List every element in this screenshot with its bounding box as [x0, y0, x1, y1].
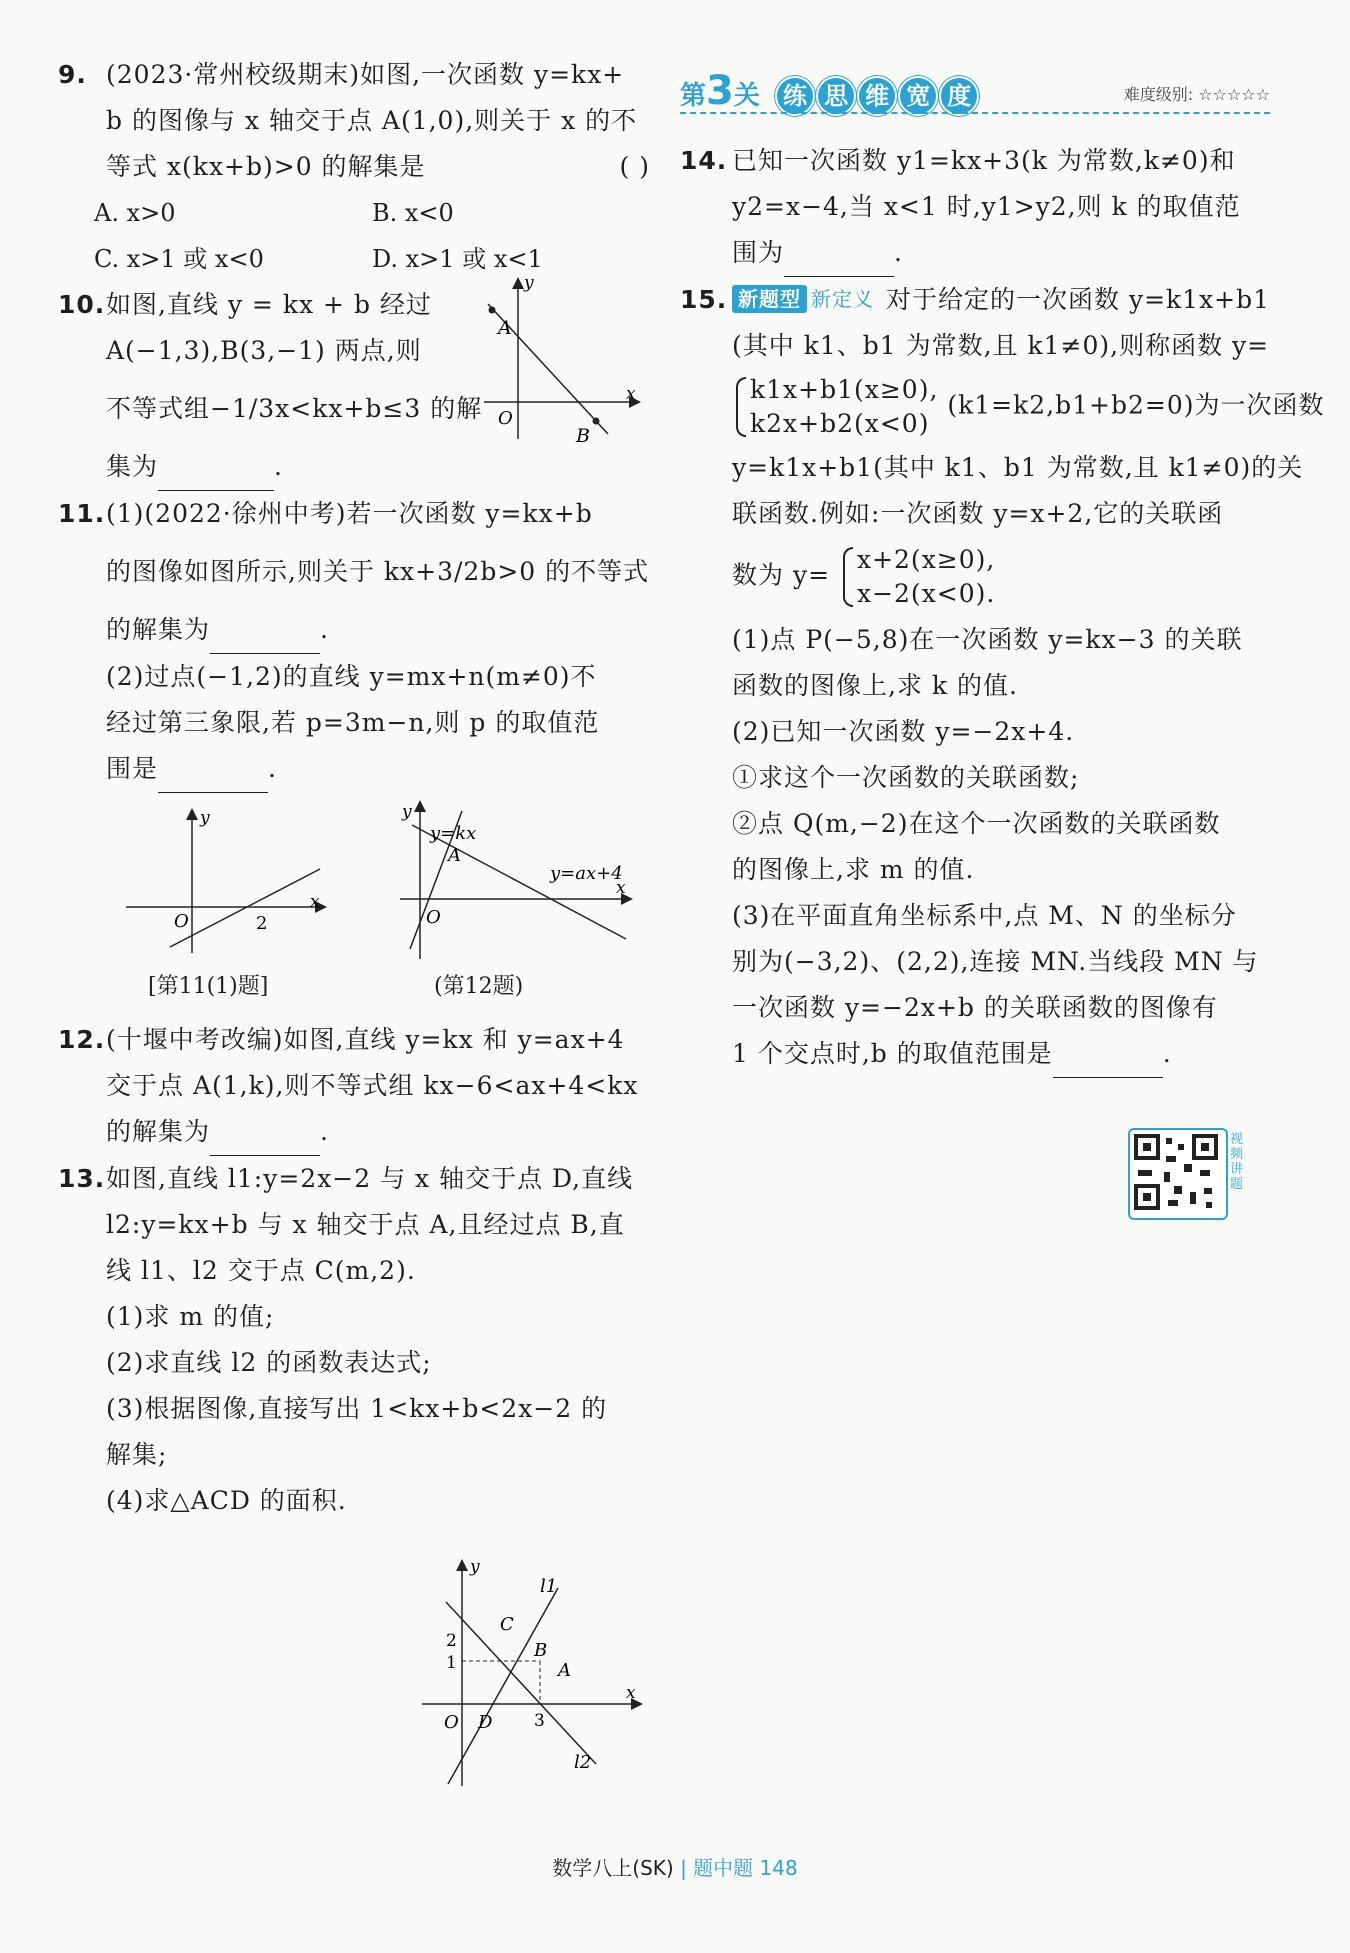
q15-part-3-cont-3: 1 个交点时,b 的取值范围是 — [732, 1039, 1053, 1068]
q10-label-x: x — [626, 384, 636, 404]
q10-line-4: 集为 — [106, 452, 159, 481]
q15-line-4: y=k1x+b1(其中 k1、b1 为常数,且 k1≠0)的关 — [732, 453, 1304, 482]
q15-part-2: (2)已知一次函数 y=−2x+4. — [732, 717, 1075, 746]
q15-part-1-cont: 函数的图像上,求 k 的值. — [732, 671, 1018, 700]
footer-book-title: 数学八上(SK) — [552, 1856, 674, 1880]
q11-2-answer-blank — [158, 746, 268, 793]
q14-line-3: 围为 — [732, 238, 785, 267]
q15-part-3: (3)在平面直角坐标系中,点 M、N 的坐标分 — [732, 901, 1237, 930]
q13-label-c: C — [500, 1614, 514, 1635]
q12-number: 12. — [58, 1025, 106, 1054]
q11-2-end: . — [268, 754, 277, 783]
section-header — [680, 66, 1270, 116]
q12-figure-caption: (第12题) — [434, 974, 524, 999]
header-char-4: 宽 — [898, 76, 938, 116]
q14-answer-blank — [784, 230, 894, 277]
q10-end: . — [274, 452, 283, 481]
header-di: 第 — [680, 81, 707, 111]
q10-line-2: A(−1,3),B(3,−1) 两点,则 — [106, 336, 422, 365]
q13-line-l2 — [446, 1602, 596, 1764]
q13-label-y: y — [470, 1558, 480, 1577]
q15-part-2-sub-1: ①求这个一次函数的关联函数; — [732, 763, 1080, 792]
q13-part-3: (3)根据图像,直接写出 1<kx+b<2x−2 的 — [106, 1394, 608, 1423]
q15-line-6: 数为 y= — [732, 560, 831, 590]
q12-line-3: 的解集为 — [106, 1117, 211, 1146]
q9-answer-paren: ( ) — [619, 152, 650, 181]
q9-option-d: D. x>1 或 x<1 — [372, 245, 543, 273]
q12-answer-blank — [210, 1109, 320, 1156]
section-title — [680, 68, 975, 116]
q13-tick-3: 3 — [534, 1711, 545, 1731]
q14-line-1: 已知一次函数 y1=kx+3(k 为常数,k≠0)和 — [732, 146, 1236, 175]
q15-answer-blank — [1053, 1031, 1163, 1078]
q12-label-kx: y=kx — [430, 823, 477, 844]
q15-line-2: (其中 k1、b1 为常数,且 k1≠0),则称函数 y= — [732, 331, 1270, 360]
left-column — [58, 52, 650, 1773]
q11-1-end: . — [320, 615, 329, 644]
question-12 — [58, 1017, 650, 1156]
q10-label-a: A — [498, 317, 512, 339]
question-15 — [680, 277, 1325, 1078]
q9-option-b: B. x<0 — [372, 199, 454, 227]
q13-label-l1: l1 — [540, 1576, 558, 1597]
question-14 — [680, 138, 1275, 277]
q10-number: 10. — [58, 290, 106, 319]
qr-code[interactable] — [1128, 1128, 1228, 1220]
figure-row-11-12 — [58, 793, 650, 1003]
q10-label-y: y — [524, 274, 534, 293]
difficulty-label: 难度级别: ☆☆☆☆☆ — [1123, 85, 1270, 104]
page-footer — [0, 1852, 1350, 1881]
q11-line-6: 围是 — [106, 754, 159, 783]
question-11 — [58, 491, 650, 1003]
q12-label-o: O — [426, 907, 441, 928]
q10-figure — [476, 274, 646, 444]
q10-point-b — [593, 418, 600, 425]
q13-part-3-cont: 解集; — [106, 1440, 168, 1469]
q11-line-1: (1)(2022·徐州中考)若一次函数 y=kx+b — [106, 499, 593, 528]
q13-part-1: (1)求 m 的值; — [106, 1302, 275, 1331]
q13-figure — [418, 1558, 648, 1788]
q11-label-x: x — [310, 892, 320, 912]
q12-line-2: 交于点 A(1,k),则不等式组 kx−6<ax+4<kx — [106, 1071, 639, 1100]
q15-brace-1 — [732, 373, 938, 441]
q15-part-2-sub-2-cont: 的图像上,求 m 的值. — [732, 855, 975, 884]
q11-label-y: y — [200, 808, 210, 828]
q9-line-3: 等式 x(kx+b)>0 的解集是 — [106, 152, 426, 181]
header-char-1: 练 — [775, 76, 815, 116]
q13-line-1: 如图,直线 l1:y=2x−2 与 x 轴交于点 D,直线 — [106, 1164, 634, 1193]
q13-label-b: B — [534, 1640, 548, 1661]
q12-line-1: (十堰中考改编)如图,直线 y=kx 和 y=ax+4 — [106, 1025, 625, 1054]
q13-tick-2: 2 — [446, 1631, 457, 1651]
q15-brace-1-line-2: k2x+b2(x<0) — [750, 409, 930, 438]
q15-part-2-sub-2: ②点 Q(m,−2)在这个一次函数的关联函数 — [732, 809, 1221, 838]
q11-figure — [124, 807, 334, 957]
question-13 — [58, 1156, 650, 1773]
q14-end: . — [894, 238, 903, 267]
q12-label-y: y — [402, 802, 412, 822]
header-char-5: 度 — [939, 76, 979, 116]
header-number: 3 — [706, 68, 734, 114]
q10-label-b: B — [576, 425, 590, 444]
q15-part-3-cont-1: 别为(−3,2)、(2,2),连接 MN.当线段 MN 与 — [732, 947, 1259, 976]
q10-point-a — [489, 307, 496, 314]
q13-label-d: D — [478, 1712, 493, 1733]
q13-number: 13. — [58, 1164, 106, 1193]
q10-answer-blank — [158, 444, 274, 491]
right-column — [680, 138, 1325, 1078]
q11-line-2: 的图像如图所示,则关于 kx+3/2b>0 的不等式 — [106, 557, 650, 586]
q13-label-x: x — [626, 1683, 636, 1703]
q9-options-row-1 — [58, 190, 650, 236]
q10-label-o: O — [498, 408, 513, 429]
q12-figure — [398, 799, 638, 961]
qr-pattern-icon — [1130, 1130, 1222, 1214]
q15-tag-new-type: 新题型 — [732, 285, 807, 313]
q13-line-3: 线 l1、l2 交于点 C(m,2). — [106, 1256, 416, 1285]
q15-brace-2 — [839, 543, 995, 611]
q9-number: 9. — [58, 60, 87, 89]
q11-line-4: (2)过点(−1,2)的直线 y=mx+n(m≠0)不 — [106, 662, 597, 691]
q15-line-1: 对于给定的一次函数 y=k1x+b1 — [886, 285, 1271, 314]
q15-piecewise-def — [680, 369, 1325, 445]
header-char-3: 维 — [857, 76, 897, 116]
q15-number: 15. — [680, 285, 728, 314]
q14-line-2: y2=x−4,当 x<1 时,y1>y2,则 k 的取值范 — [732, 192, 1241, 221]
q13-label-o: O — [444, 1712, 459, 1733]
q15-line-3: (k1=k2,b1+b2=0)为一次函数 — [947, 390, 1325, 420]
q9-option-c: C. x>1 或 x<0 — [94, 245, 264, 273]
q15-end: . — [1162, 1039, 1172, 1068]
header-guan: 关 — [733, 81, 760, 111]
question-10 — [58, 274, 650, 491]
header-divider — [680, 112, 1270, 114]
q15-brace-2-line-2: x−2(x<0). — [856, 579, 996, 608]
footer-separator: | — [680, 1856, 687, 1880]
q15-line-5: 联函数.例如:一次函数 y=x+2,它的关联函 — [732, 499, 1224, 528]
q15-brace-2-line-1: x+2(x≥0), — [856, 545, 996, 574]
q13-part-2: (2)求直线 l2 的函数表达式; — [106, 1348, 432, 1377]
q9-line-1: (2023·常州校级期末)如图,一次函数 y=kx+ — [106, 60, 625, 89]
q15-example — [680, 537, 1275, 617]
qr-side-label: 视频讲题 — [1230, 1132, 1244, 1192]
q15-part-1: (1)点 P(−5,8)在一次函数 y=kx−3 的关联 — [732, 625, 1243, 654]
q15-brace-1-line-1: k1x+b1(x≥0), — [750, 375, 939, 404]
q11-number: 11. — [58, 499, 106, 528]
q10-line-1: 如图,直线 y = kx + b 经过 — [106, 290, 432, 319]
q11-figure-caption: [第11(1)题] — [148, 974, 269, 999]
q11-1-answer-blank — [210, 607, 320, 654]
q9-line-2: b 的图像与 x 轴交于点 A(1,0),则关于 x 的不 — [106, 106, 638, 135]
q11-label-o: O — [174, 911, 189, 932]
q9-option-a: A. x>0 — [94, 199, 176, 227]
footer-section: 题中题 — [693, 1856, 754, 1880]
header-char-2: 思 — [816, 76, 856, 116]
q12-label-a: A — [448, 845, 461, 866]
q10-line-3: 不等式组−1/3x<kx+b≤3 的解 — [106, 394, 483, 423]
q13-line-2: l2:y=kx+b 与 x 轴交于点 A,且经过点 B,直 — [106, 1210, 625, 1239]
page-number: 148 — [759, 1856, 798, 1880]
q12-end: . — [320, 1117, 329, 1146]
q11-line-5: 经过第三象限,若 p=3m−n,则 p 的取值范 — [106, 708, 600, 737]
q11-label-2: 2 — [256, 913, 268, 934]
q13-label-l2: l2 — [574, 1752, 592, 1773]
q15-part-3-cont-2: 一次函数 y=−2x+b 的关联函数的图像有 — [732, 993, 1218, 1022]
q12-label-x: x — [616, 878, 626, 898]
q14-number: 14. — [680, 146, 728, 175]
q11-line-3: 的解集为 — [106, 615, 211, 644]
q12-label-ax4: y=ax+4 — [550, 863, 623, 884]
question-9 — [58, 52, 650, 282]
q13-label-a: A — [558, 1660, 571, 1681]
q15-tag-new-def: 新定义 — [811, 287, 874, 311]
q13-part-4: (4)求△ACD 的面积. — [106, 1486, 347, 1515]
q13-tick-1: 1 — [446, 1653, 457, 1673]
